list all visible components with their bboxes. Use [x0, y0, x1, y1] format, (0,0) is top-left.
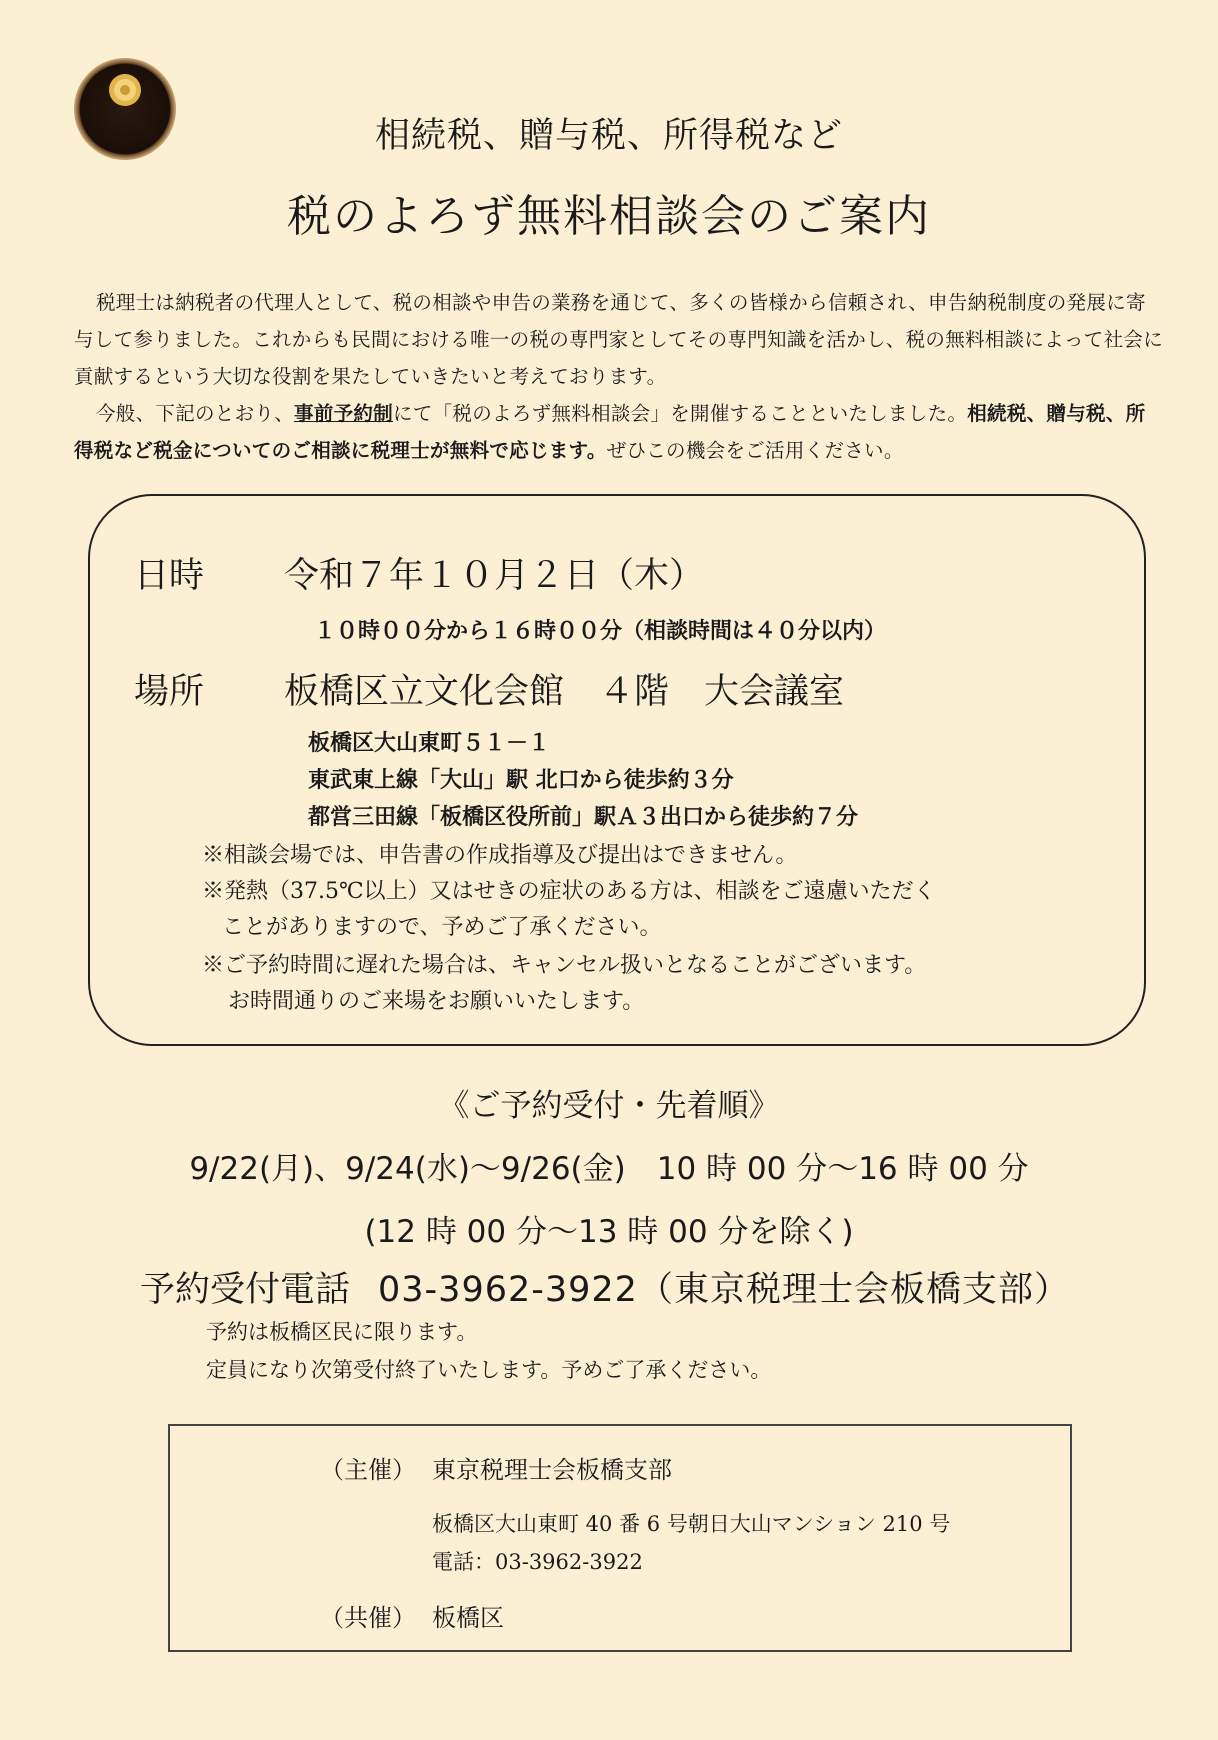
event-time: １０時００分から１６時００分（相談時間は４０分以内） — [314, 618, 887, 644]
event-place: 板橋区立文化会館 ４階 大会議室 — [284, 672, 845, 712]
intro-text — [74, 284, 1164, 469]
phone-number: 03-3962-3922（東京税理士会板橋支部） — [378, 1270, 1070, 1310]
cohost-name: 板橋区 — [432, 1604, 504, 1632]
intro-p2-b: にて「税のよろず無料相談会」を開催することといたしました。 — [393, 402, 968, 425]
host-address: 板橋区大山東町 40 番 6 号朝日大山マンション 210 号 — [432, 1512, 951, 1536]
intro-paragraph-1: 税理士は納税者の代理人として、税の相談や申告の業務を通じて、多くの皆様から信頼され、申告納税制度の発展に寄与して参りました。これからも民間における唯一の税の専門家としてその専門知識を活かし、税の無料相談によって社会に貢献するという大切な役割を果たしていきたいと考えております。 — [74, 291, 1164, 388]
note-2a: ※発熱（37.5℃以上）又はせきの症状のある方は、相談をご遠慮いただく — [202, 879, 936, 904]
intro-p2-c: ぜひこの機会をご活用ください。 — [606, 439, 904, 462]
note-1: ※相談会場では、申告書の作成指導及び提出はできません。 — [202, 843, 798, 868]
intro-p2-bold: 相続税、贈与税、所得税など税金についてのご相談に税理士が無料で応じます。 — [74, 402, 1146, 462]
place-label: 場所 — [134, 672, 205, 712]
host-name: 東京税理士会板橋支部 — [432, 1456, 672, 1484]
cohost-label: （共催） — [320, 1604, 416, 1632]
note-3a: ※ご予約時間に遅れた場合は、キャンセル扱いとなることがございます。 — [202, 953, 927, 978]
host-tel: 電話：03-3962-3922 — [432, 1550, 643, 1574]
date-label: 日時 — [134, 556, 205, 596]
organizer-box — [168, 1424, 1072, 1652]
intro-paragraph-2 — [74, 395, 1164, 469]
note-3b: お時間通りのご来場をお願いいたします。 — [228, 989, 645, 1014]
phone-label: 予約受付電話 — [140, 1270, 351, 1310]
note-2b: ことがありますので、予めご了承ください。 — [222, 915, 662, 940]
access-mita: 都営三田線「板橋区役所前」駅Ａ３出口から徒歩約７分 — [308, 804, 859, 830]
reservation-note-1: 予約は板橋区民に限ります。 — [206, 1320, 478, 1344]
event-date: 令和７年１０月２日（木） — [284, 556, 705, 596]
subtitle: 相続税、贈与税、所得税など — [374, 116, 843, 156]
advance-reservation-text: 事前予約制 — [294, 402, 394, 425]
event-info-box — [88, 494, 1146, 1046]
reservation-phone — [140, 1262, 1070, 1312]
reservation-heading: 《ご予約受付・先着順》 — [438, 1088, 780, 1124]
event-address: 板橋区大山東町５１－１ — [308, 730, 551, 756]
access-tobu: 東武東上線「大山」駅 北口から徒歩約３分 — [308, 767, 734, 793]
reservation-note-2: 定員になり次第受付終了いたします。予めご了承ください。 — [206, 1358, 772, 1382]
reservation-exclude: (12 時 00 分～13 時 00 分を除く) — [364, 1214, 854, 1250]
host-label: （主催） — [320, 1456, 416, 1484]
page-title: 税のよろず無料相談会のご案内 — [287, 191, 931, 242]
reservation-dates: 9/22(月)、9/24(水)～9/26(金) 10 時 00 分～16 時 00 分 — [189, 1151, 1029, 1187]
intro-p2-a: 今般、下記のとおり、 — [96, 402, 295, 425]
